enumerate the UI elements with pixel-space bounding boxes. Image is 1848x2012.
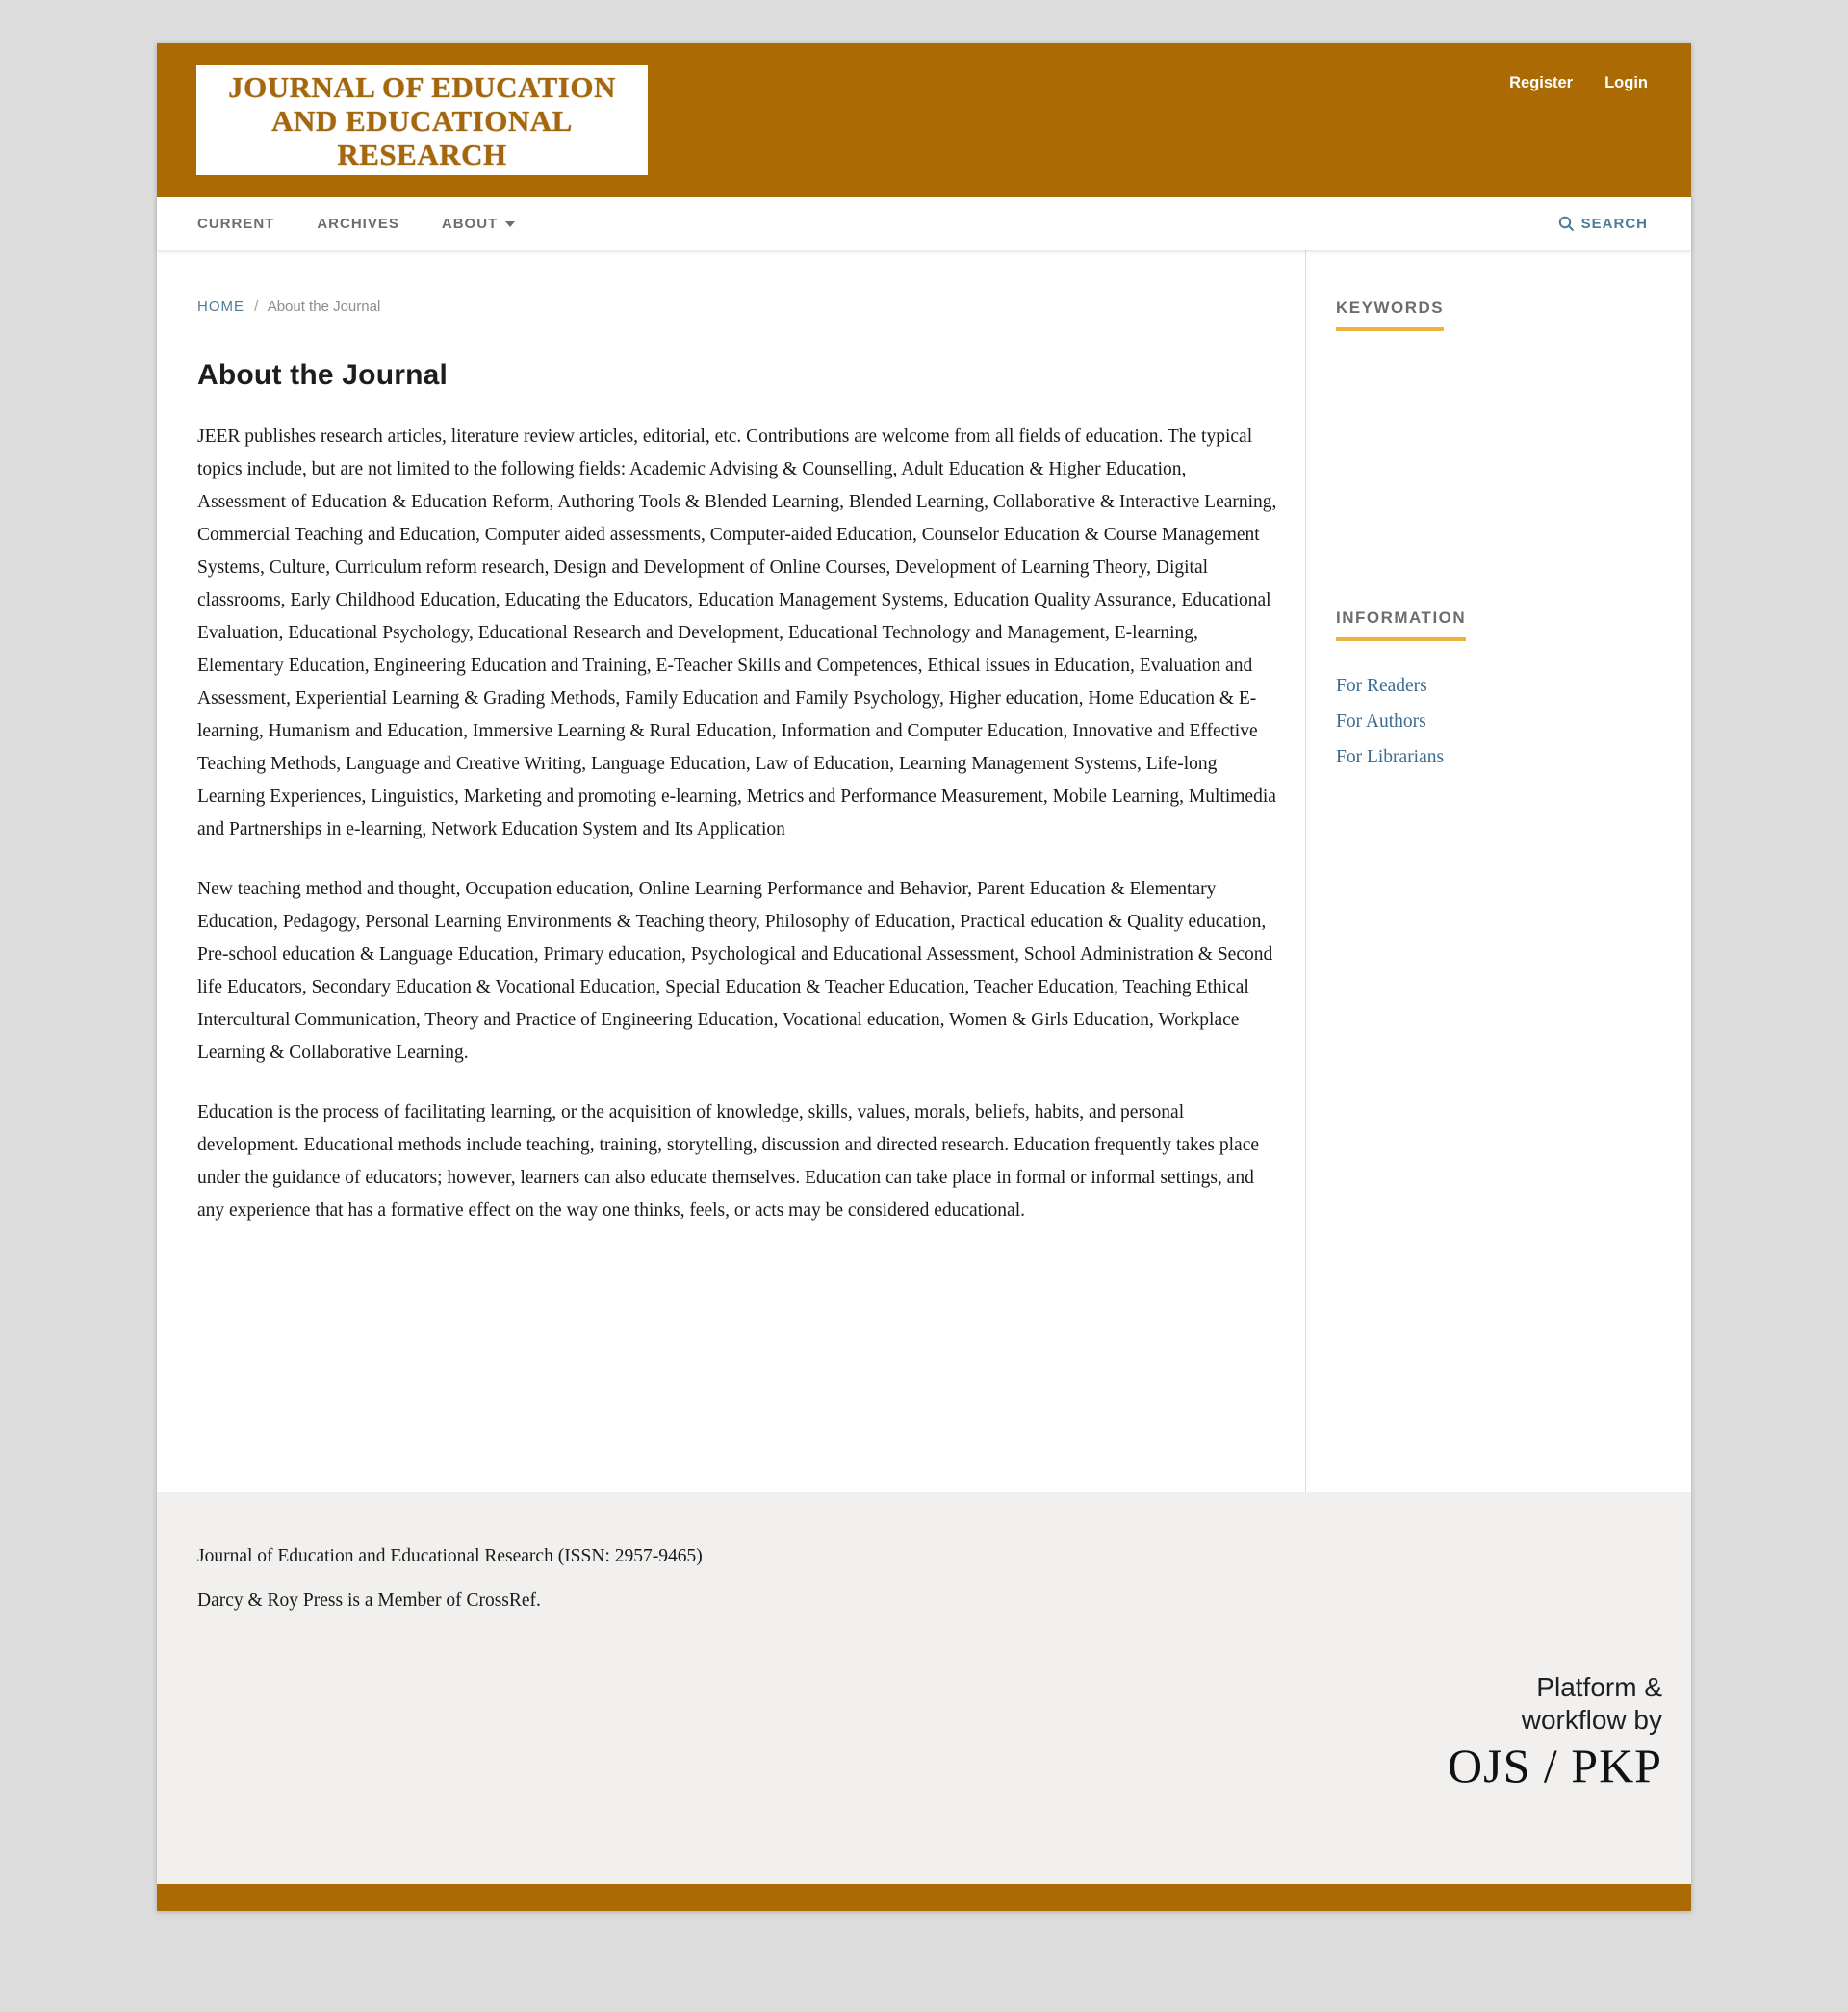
page-title: About the Journal xyxy=(197,359,449,391)
information-links xyxy=(1336,676,1661,768)
journal-logo[interactable] xyxy=(196,65,648,175)
info-link-authors[interactable]: For Authors xyxy=(1336,711,1426,732)
breadcrumb-current: About the Journal xyxy=(267,298,381,315)
keywords-heading: KEYWORDS xyxy=(1336,298,1444,331)
page-card xyxy=(157,43,1691,1911)
content-row xyxy=(157,250,1691,1492)
search-button[interactable] xyxy=(1558,216,1648,232)
sidebar xyxy=(1306,250,1690,1492)
about-paragraph-1: JEER publishes research articles, literature review articles, editorial, etc. Contributions are welcome from all fields of education. The typical topics include, but are not limited to the following fields: Academic Advising & Counselling, Adult Education & Higher Education, Assessment of Education & Education Reform, Authoring Tools & Blended Learning, Blended Learning, Collaborative & Interactive Learning, Commercial Teaching and Education, Computer aided assessments, Computer-aided Education, Counselor Education & Course Management Systems, Culture, Curriculum reform research, Design and Development of Online Courses, Development of Learning Theory, Digital classrooms, Early Childhood Education, Educating the Educators, Education Management Systems, Education Quality Assurance, Educational Evaluation, Educational Psychology, Educational Research and Development, Educational Technology and Management, E-learning, Elementary Education, Engineering Education and Training, E-Teacher Skills and Competences, Ethical issues in Education, Evaluation and Assessment, Experiential Learning & Grading Methods, Family Education and Family Psychology, Higher education, Home Education & E-learning, Humanism and Education, Immersive Learning & Rural Education, Information and Computer Education, Innovative and Effective Teaching Methods, Language and Creative Writing, Language Education, Law of Education, Learning Management Systems, Life-long Learning Experiences, Linguistics, Marketing and promoting e-learning, Metrics and Performance Measurement, Mobile Learning, Multimedia and Partnerships in e-learning, Network Education System and Its Application xyxy=(197,426,1277,839)
site-footer xyxy=(157,1492,1691,1884)
nav-item-archives[interactable] xyxy=(317,216,399,232)
search-icon xyxy=(1558,216,1575,232)
nav-item-current[interactable] xyxy=(197,216,274,232)
crossref-line: Darcy & Roy Press is a Member of CrossRef. xyxy=(197,1590,541,1611)
nav-item-current-label: CURRENT xyxy=(197,216,275,232)
login-link[interactable]: Login xyxy=(1604,74,1648,91)
information-block xyxy=(1336,608,1661,768)
footer-bottom-bar xyxy=(157,1884,1691,1911)
nav-item-archives-label: ARCHIVES xyxy=(317,216,399,232)
journal-logo-text xyxy=(228,70,616,171)
keywords-block xyxy=(1336,298,1661,608)
breadcrumb xyxy=(197,298,1278,315)
information-heading: INFORMATION xyxy=(1336,608,1466,641)
logo-line-3: RESEARCH xyxy=(337,137,507,171)
register-link[interactable]: Register xyxy=(1509,74,1574,91)
breadcrumb-separator: / xyxy=(254,298,259,315)
search-label: SEARCH xyxy=(1580,216,1648,232)
ojs-pkp-logo: OJS / PKP xyxy=(1448,1739,1662,1793)
main-nav xyxy=(157,197,1691,250)
site-header xyxy=(157,43,1691,197)
chevron-down-icon xyxy=(505,221,515,227)
logo-line-2: AND EDUCATIONAL xyxy=(271,103,573,138)
platform-text-line-1: Platform & xyxy=(1536,1672,1662,1702)
keywords-empty-area xyxy=(1336,331,1661,608)
info-link-librarians[interactable]: For Librarians xyxy=(1336,747,1445,767)
about-text xyxy=(197,421,1278,1227)
main-content xyxy=(157,250,1306,1492)
auth-links xyxy=(1509,74,1648,92)
platform-text-line-2: workflow by xyxy=(1521,1705,1662,1735)
breadcrumb-home-link[interactable]: HOME xyxy=(197,298,244,315)
platform-credit-link[interactable] xyxy=(197,1671,1662,1793)
about-paragraph-3: Education is the process of facilitating learning, or the acquisition of knowledge, skills, values, morals, beliefs, habits, and personal development. Educational methods include teaching, training, storytelling, discussion and directed research. Education frequently takes place under the guidance of educators; however, learners can also educate themselves. Education can take place in formal or informal settings, and any experience that has a formative effect on the way one thinks, feels, or acts may be considered educational. xyxy=(197,1102,1260,1221)
about-paragraph-2: New teaching method and thought, Occupation education, Online Learning Performance and Behavior, Parent Education & Elementary Education, Pedagogy, Personal Learning Environments & Teaching theory, Philosophy of Education, Practical education & Quality education, Pre-school education & Language Education, Primary education, Psychological and Educational Assessment, School Administration & Second life Educators, Secondary Education & Vocational Education, Special Education & Teacher Education, Teacher Education, Teaching Ethical Intercultural Communication, Theory and Practice of Engineering Education, Vocational education, Women & Girls Education, Workplace Learning & Collaborative Learning. xyxy=(197,879,1273,1063)
info-link-readers[interactable]: For Readers xyxy=(1336,676,1427,696)
logo-line-1: JOURNAL OF EDUCATION xyxy=(228,69,616,104)
nav-item-about-label: ABOUT xyxy=(441,216,499,232)
nav-item-about[interactable] xyxy=(442,216,515,232)
issn-line: Journal of Education and Educational Research (ISSN: 2957-9465) xyxy=(197,1546,703,1566)
